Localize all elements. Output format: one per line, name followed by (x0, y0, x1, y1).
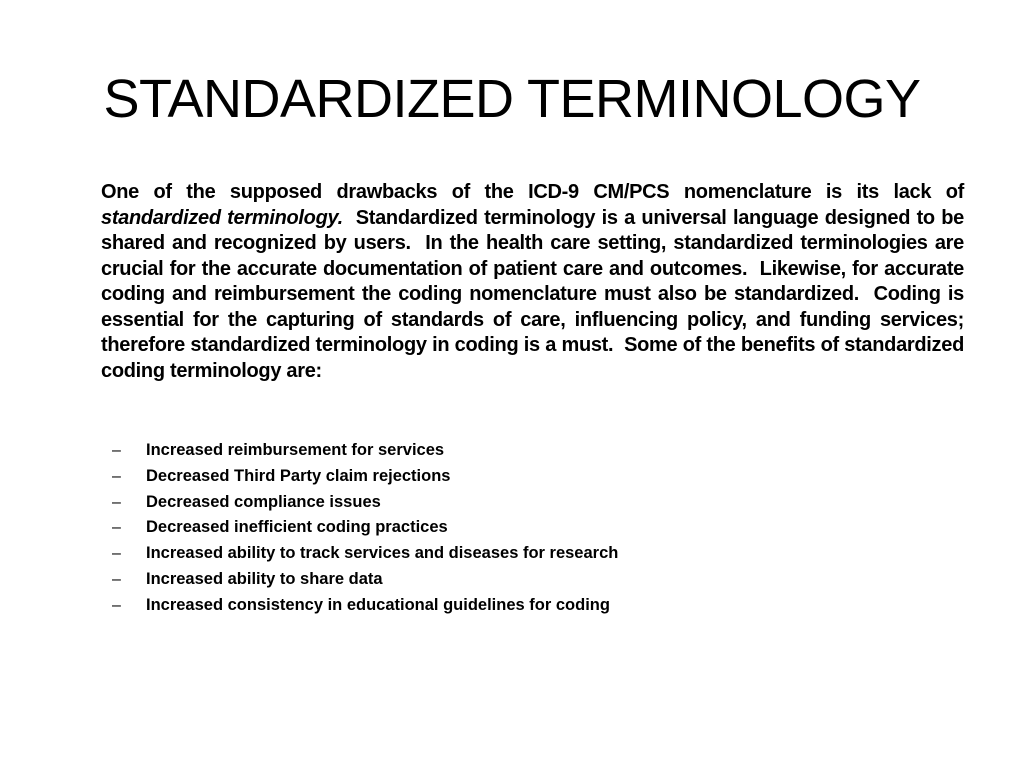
dash-marker: – (112, 467, 121, 485)
list-item (112, 593, 912, 619)
list-item (112, 490, 912, 516)
list-item-label: Decreased compliance issues (146, 492, 381, 511)
dash-marker: – (112, 545, 121, 563)
list-item (112, 438, 912, 464)
list-item-label: Decreased Third Party claim rejections (146, 466, 451, 485)
list-item-label: Decreased inefficient coding practices (146, 518, 448, 537)
list-item-label: Increased ability to share data (146, 569, 383, 588)
list-item-label: Increased reimbursement for services (146, 441, 445, 459)
dash-marker: – (112, 442, 121, 459)
dash-marker: – (112, 519, 121, 537)
dash-marker: – (112, 493, 121, 511)
paragraph-body: Standardized terminology is a universal language designed to be shared and recognized by users. In the health care setting, standardized terminologies are crucial for the accurate documentation of patient care and outcomes. Likewise, for accurate coding and reimbursement the coding nomenclature must also be standardized. Coding is essential for the capturing of standards of care, influencing policy, and funding services; therefore standardized terminology in coding is a must. Some of the benefits of standardized coding terminology are: (101, 206, 970, 382)
slide-title: STANDARDIZED TERMINOLOGY (103, 69, 921, 129)
list-item (112, 567, 912, 593)
list-item (112, 464, 912, 490)
dash-marker: – (112, 596, 121, 614)
benefits-list (112, 438, 912, 619)
paragraph-intro: One of the supposed drawbacks of the ICD-9 CM/PCS nomenclature is its lack of (101, 181, 964, 203)
list-item (112, 541, 912, 567)
paragraph-emphasis: standardized terminology. (101, 206, 343, 229)
list-item-label: Increased consistency in educational guidelines for coding (146, 595, 610, 614)
body-paragraph (101, 180, 970, 384)
list-item (112, 515, 912, 541)
dash-marker: – (112, 570, 121, 588)
list-item-label: Increased ability to track services and diseases for research (146, 544, 619, 563)
